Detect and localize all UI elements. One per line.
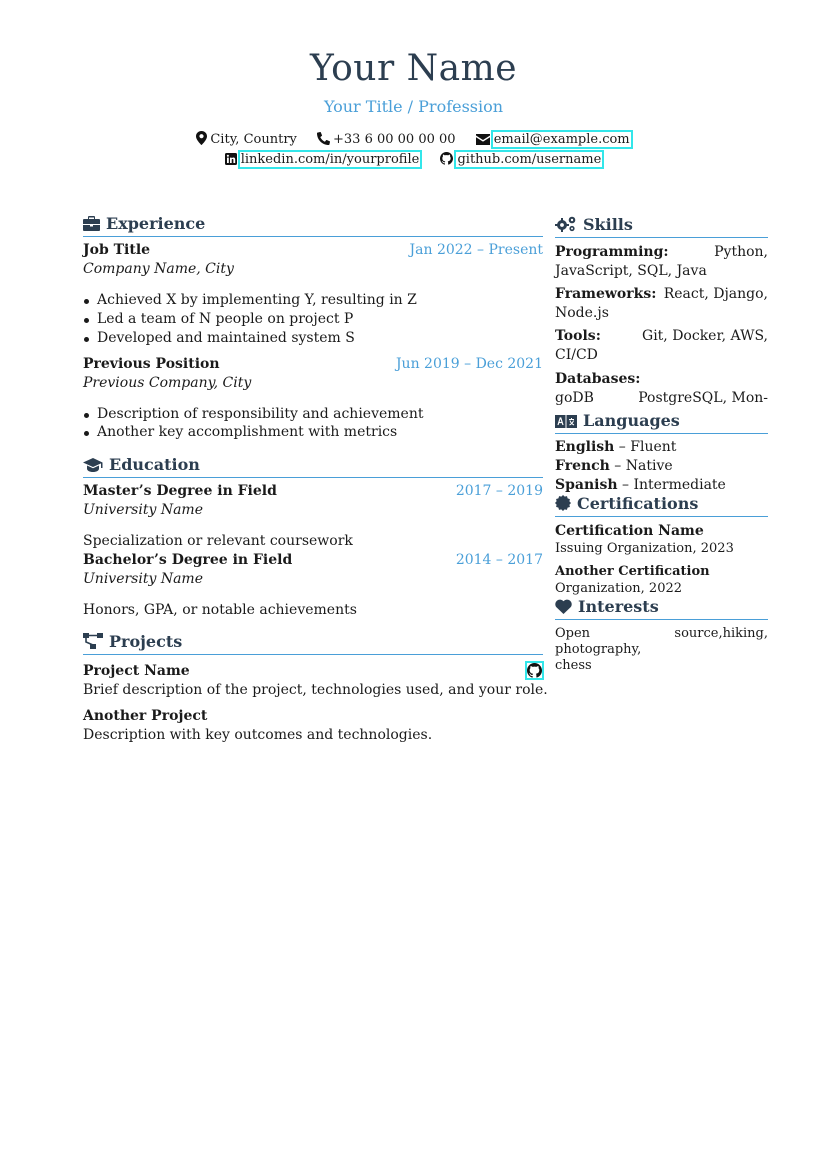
- school-name: University Name: [83, 502, 203, 518]
- degree-title: Bachelor’s Degree in Field: [83, 552, 293, 568]
- school-name: University Name: [83, 571, 203, 587]
- linkedin-item: [225, 152, 421, 169]
- list-item: English – Fluent: [555, 439, 677, 455]
- project-diagram-icon: [83, 633, 103, 653]
- projects-heading-text: Projects: [109, 632, 183, 651]
- education-section-heading: [83, 455, 543, 478]
- job-dates: Jan 2022 – Present: [409, 242, 543, 258]
- skills-section-heading: [555, 215, 768, 238]
- github-item: [440, 152, 602, 169]
- project-description: Description with key outcomes and technologies.: [83, 727, 433, 743]
- linkedin-link[interactable]: linkedin.com/in/yourprofile: [240, 152, 420, 167]
- email-link[interactable]: email@example.com: [493, 131, 630, 147]
- skill-value-rest: JavaScript, SQL, Java: [555, 263, 707, 279]
- skill-label: Programming:: [555, 244, 669, 260]
- envelope-icon: [476, 134, 490, 149]
- list-item: French – Native: [555, 458, 673, 474]
- certification-org: Issuing Organization, 2023: [555, 541, 734, 556]
- skill-frameworks: [555, 285, 768, 323]
- languages-section-heading: [555, 411, 768, 434]
- skill-value-first: Git, Docker, AWS,: [642, 328, 768, 344]
- job-company: Previous Company, City: [83, 375, 252, 391]
- skill-value-rest: Node.js: [555, 305, 609, 321]
- graduation-cap-icon: [83, 457, 103, 476]
- interests-heading-text: Interests: [578, 597, 659, 616]
- list-item: Description of responsibility and achievement: [97, 406, 424, 422]
- language-level: Fluent: [630, 439, 677, 455]
- interests-second-line: chess: [555, 658, 592, 673]
- projects-section-heading: [83, 632, 543, 655]
- skill-label: Databases:: [555, 371, 641, 387]
- certification-name: Another Certification: [555, 564, 710, 579]
- language-name: English: [555, 439, 615, 455]
- phone-icon: [317, 132, 330, 149]
- phone-item: [317, 132, 456, 149]
- github-icon: [440, 152, 453, 169]
- language-level: Intermediate: [633, 477, 726, 493]
- gears-icon: [555, 216, 577, 236]
- language-name: Spanish: [555, 477, 618, 493]
- contact-row-1: [0, 131, 827, 149]
- skill-value-rest: goDB: [555, 390, 594, 406]
- location-item: [196, 131, 297, 149]
- project-github-link[interactable]: [527, 663, 542, 682]
- name-heading: Your Name: [309, 48, 518, 89]
- education-note: Honors, GPA, or notable achievements: [83, 602, 357, 618]
- list-item: Another key accomplishment with metrics: [97, 424, 398, 440]
- experience-section-heading: [83, 214, 543, 237]
- interests-first-line-end: hiking,: [722, 626, 768, 641]
- email-item: [476, 132, 631, 149]
- project-name: Another Project: [83, 708, 208, 724]
- education-dates: 2014 – 2017: [455, 552, 543, 568]
- skill-databases: [555, 370, 768, 408]
- interests-text: [555, 626, 768, 674]
- language-name: French: [555, 458, 610, 474]
- language-icon: [555, 413, 577, 432]
- certificate-icon: [555, 495, 571, 515]
- skill-label: Frameworks:: [555, 286, 657, 302]
- skills-heading-text: Skills: [583, 215, 633, 234]
- skill-programming: [555, 243, 768, 281]
- project-description: Brief description of the project, technologies used, and your role.: [83, 682, 548, 698]
- location-text: City, Country: [210, 132, 297, 147]
- skill-value-first: React, Django,: [663, 286, 768, 302]
- map-marker-icon: [196, 131, 207, 149]
- certifications-heading-text: Certifications: [577, 494, 699, 513]
- education-dates: 2017 – 2019: [455, 483, 543, 499]
- list-item: Developed and maintained system S: [97, 330, 355, 346]
- interests-first-line: Open source, photography,: [555, 626, 723, 657]
- degree-title: Master’s Degree in Field: [83, 483, 277, 499]
- skill-value-first: Python,: [714, 244, 768, 260]
- skill-tools: [555, 327, 768, 365]
- certifications-section-heading: [555, 494, 768, 517]
- heart-icon: [555, 599, 572, 618]
- experience-heading-text: Experience: [106, 214, 206, 233]
- list-item: Spanish – Intermediate: [555, 477, 726, 493]
- github-icon[interactable]: [527, 663, 542, 678]
- contact-row-2: [0, 152, 827, 169]
- list-item: Led a team of N people on project P: [97, 311, 354, 327]
- briefcase-icon: [83, 216, 100, 235]
- education-note: Specialization or relevant coursework: [83, 533, 353, 549]
- job-dates: Jun 2019 – Dec 2021: [395, 356, 543, 372]
- linkedin-icon: [225, 153, 237, 169]
- job-company: Company Name, City: [83, 261, 234, 277]
- skill-value-first: PostgreSQL, Mon-: [638, 390, 768, 406]
- certification-name: Certification Name: [555, 523, 704, 539]
- languages-heading-text: Languages: [583, 411, 680, 430]
- job-title: Previous Position: [83, 356, 220, 372]
- job-title: Job Title: [83, 242, 151, 258]
- certification-org: Organization, 2022: [555, 581, 683, 596]
- skill-label: Tools:: [555, 328, 601, 344]
- skill-value-rest: CI/CD: [555, 347, 598, 363]
- github-link[interactable]: github.com/username: [457, 152, 602, 167]
- phone-text: +33 6 00 00 00 00: [333, 131, 456, 147]
- list-item: Achieved X by implementing Y, resulting in Z: [97, 292, 417, 308]
- job-title-subheading: Your Title / Profession: [323, 97, 504, 116]
- education-heading-text: Education: [109, 455, 200, 474]
- project-name: Project Name: [83, 663, 190, 679]
- interests-section-heading: [555, 597, 768, 620]
- language-level: Native: [625, 458, 673, 474]
